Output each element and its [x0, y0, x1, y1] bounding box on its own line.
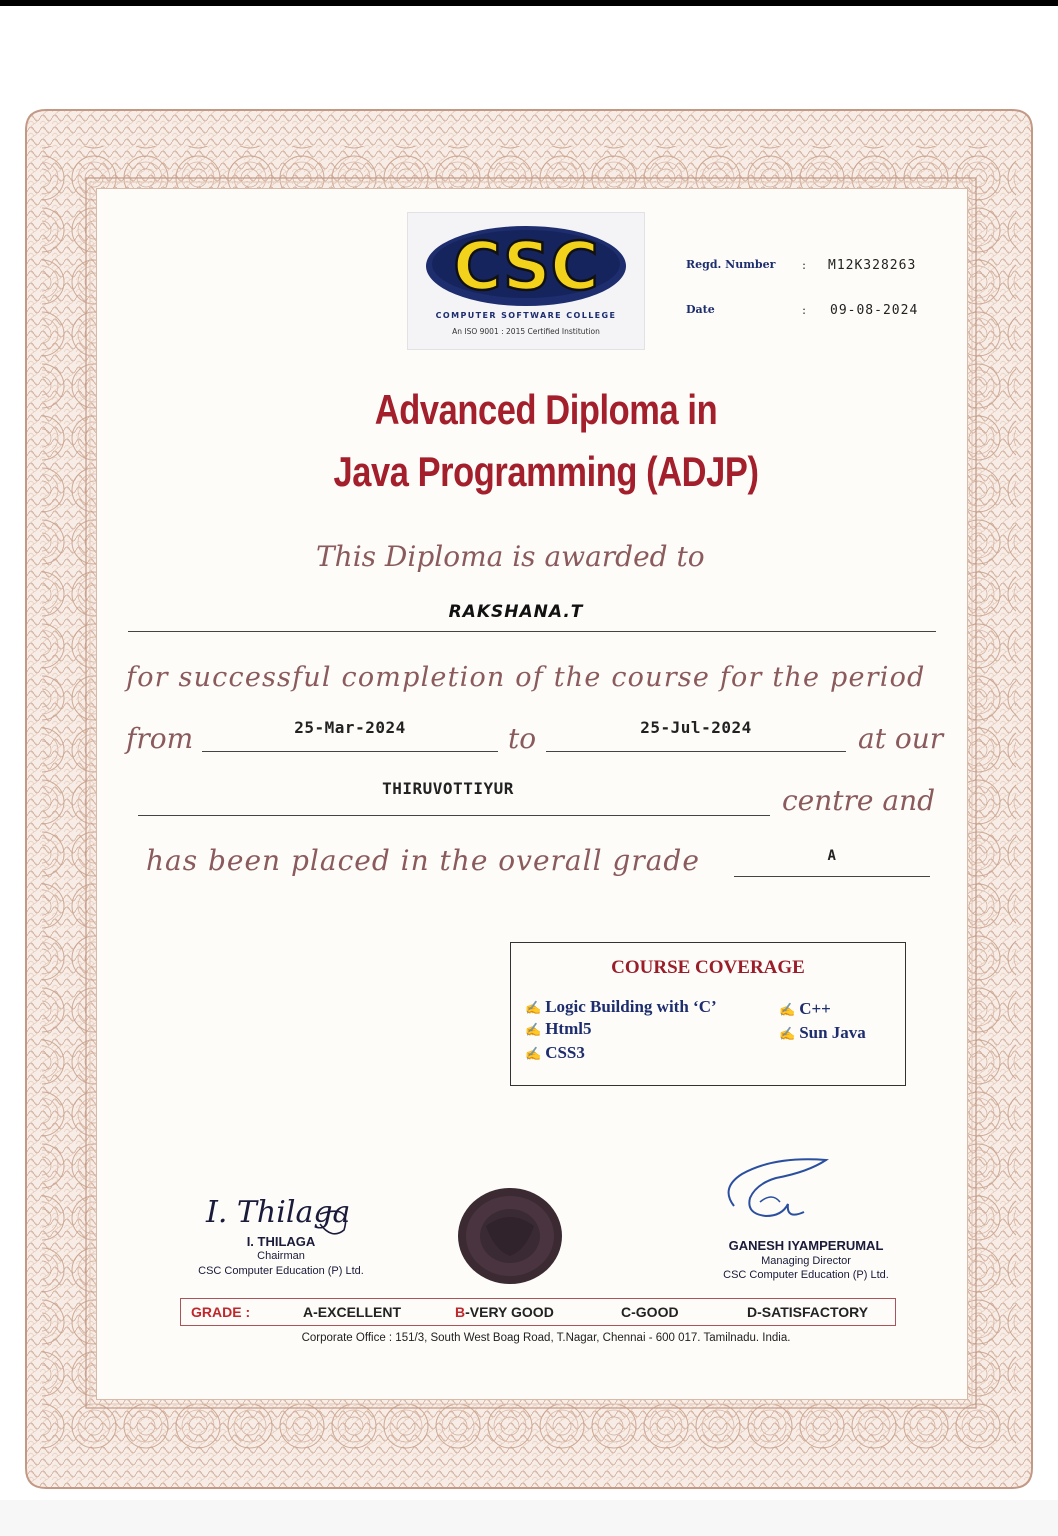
grade-a: [303, 1304, 401, 1320]
csc-logo-text: CSC: [453, 228, 599, 305]
seal-stamp: [456, 1186, 564, 1286]
pen-icon: ✍: [779, 1026, 796, 1041]
overall-grade-value: A: [827, 848, 837, 864]
from-date-line: [202, 751, 498, 752]
grade-c: [621, 1304, 679, 1320]
grade-b-letter: B: [455, 1304, 466, 1320]
grade-d-text: -SATISFACTORY: [757, 1304, 869, 1320]
bottom-margin: [0, 1500, 1058, 1536]
coverage-item-label: CSS3: [545, 1043, 585, 1062]
recipient-name: RAKSHANA.T: [448, 602, 584, 622]
coverage-item: [779, 1023, 866, 1043]
centre-name: THIRUVOTTIYUR: [382, 779, 514, 798]
chairman-signature-text: I. Thilaga: [206, 1195, 351, 1230]
grade-c-letter: C: [621, 1304, 632, 1320]
grade-line: [734, 876, 930, 877]
recipient-line: [128, 631, 936, 632]
coverage-item-label: Logic Building with ‘C’: [545, 997, 717, 1016]
date-value: 09-08-2024: [830, 303, 919, 318]
diploma-title-line1: Advanced Diploma in: [374, 386, 718, 433]
pen-icon: ✍: [525, 1022, 542, 1037]
chairman-signature: [202, 1184, 362, 1240]
coverage-item: [525, 1043, 585, 1063]
from-date: 25-Mar-2024: [294, 718, 406, 737]
course-coverage-box: [510, 942, 906, 1086]
grade-a-letter: A: [303, 1304, 314, 1320]
chairman-name: I. THILAGA: [246, 1234, 316, 1249]
chairman-role: Chairman: [257, 1250, 305, 1262]
coverage-item-label: Sun Java: [799, 1023, 866, 1042]
centre-and-text: centre and: [782, 784, 936, 817]
grade-b-text: -VERY GOOD: [465, 1304, 554, 1320]
grade-d: [747, 1304, 868, 1320]
centre-line: [138, 815, 770, 816]
course-coverage-title: COURSE COVERAGE: [611, 957, 805, 978]
regd-number-value: M12K328263: [828, 258, 917, 273]
logo-subtitle: COMPUTER SOFTWARE COLLEGE: [435, 311, 617, 320]
date-colon: :: [802, 303, 807, 317]
at-our-text: at our: [858, 722, 944, 755]
managing-director-signature: [716, 1154, 836, 1234]
date-label: Date: [686, 303, 715, 316]
grade-text: has been placed in the overall grade: [146, 844, 700, 877]
managing-director-role: Managing Director: [761, 1255, 851, 1267]
coverage-item: [525, 1019, 591, 1039]
regd-colon: :: [802, 258, 807, 272]
grade-legend-label: GRADE :: [191, 1304, 251, 1320]
pen-icon: ✍: [779, 1002, 796, 1017]
to-label: to: [508, 722, 537, 755]
managing-director-name: GANESH IYAMPERUMAL: [728, 1238, 884, 1253]
pen-icon: ✍: [525, 1000, 542, 1015]
from-label: from: [126, 722, 194, 755]
coverage-item: [779, 999, 831, 1019]
diploma-title-line2: Java Programming (ADJP): [333, 448, 759, 495]
to-date-line: [546, 751, 846, 752]
pen-icon: ✍: [525, 1046, 542, 1061]
chairman-org: CSC Computer Education (P) Ltd.: [198, 1265, 364, 1277]
grade-c-text: -GOOD: [631, 1304, 679, 1320]
grade-d-letter: D: [747, 1304, 758, 1320]
regd-number-label: Regd. Number: [686, 258, 776, 271]
completion-text: for successful completion of the course for the period: [126, 662, 926, 693]
coverage-item: [525, 997, 717, 1017]
grade-a-text: -EXCELLENT: [313, 1304, 402, 1320]
corporate-office-address: Corporate Office : 151/3, South West Boag Road, T.Nagar, Chennai - 600 017. Tamilnadu. India.: [301, 1332, 791, 1344]
grade-b: [455, 1304, 554, 1320]
grade-legend-bar: [180, 1298, 896, 1326]
logo-tagline: An ISO 9001 : 2015 Certified Institution: [452, 327, 600, 336]
coverage-item-label: Html5: [545, 1019, 592, 1038]
top-black-bar: [0, 0, 1058, 6]
to-date: 25-Jul-2024: [640, 718, 752, 737]
certificate: [16, 100, 1042, 1498]
coverage-item-label: C++: [799, 999, 831, 1018]
csc-logo-mark: [424, 223, 628, 309]
csc-logo: [407, 212, 645, 350]
managing-director-org: CSC Computer Education (P) Ltd.: [723, 1269, 889, 1281]
awarded-to-text: This Diploma is awarded to: [316, 540, 705, 573]
